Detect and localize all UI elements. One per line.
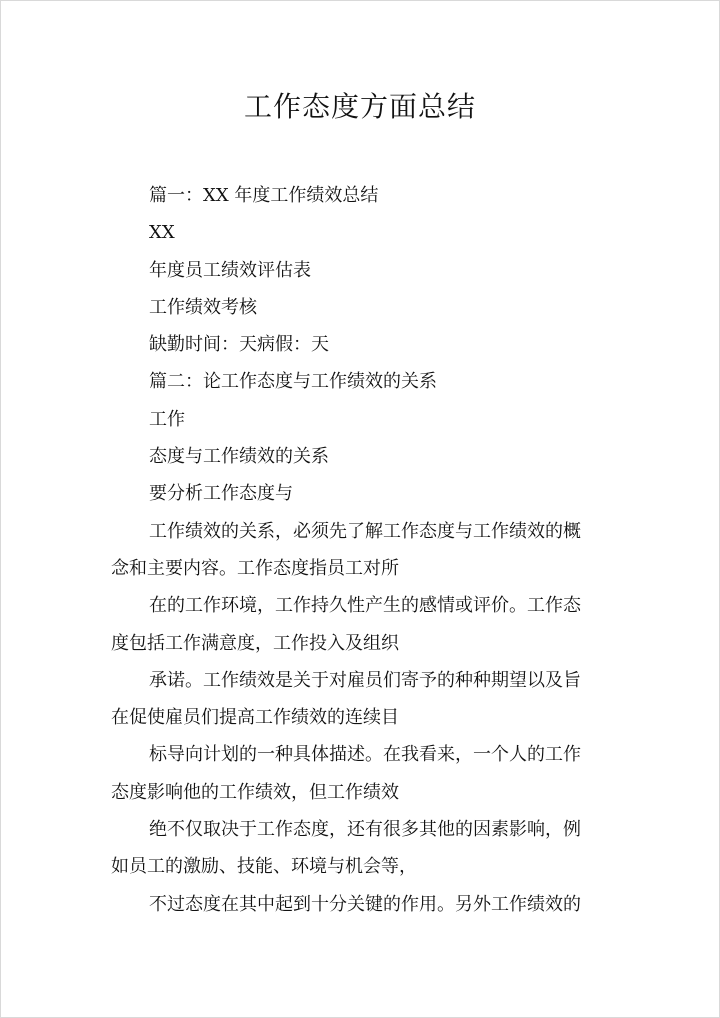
text-line: 承诺。工作绩效是关于对雇员们寄予的种种期望以及旨 [149, 669, 581, 691]
text-line: 工作绩效考核 [149, 296, 257, 318]
text-line: 如员工的激励、技能、环境与机会等， [111, 856, 417, 878]
text-line: 态度与工作绩效的关系 [149, 446, 329, 468]
text-line: 标导向计划的一种具体描述。在我看来，一个人的工作 [149, 744, 581, 766]
text-line: 缺勤时间：天病假：天 [149, 334, 329, 356]
text-line: 态度影响他的工作绩效，但工作绩效 [111, 781, 399, 803]
text-line: 绝不仅取决于工作态度，还有很多其他的因素影响，例 [149, 819, 581, 841]
text-line: 工作 [149, 408, 185, 430]
text-line: 篇二：论工作态度与工作绩效的关系 [149, 371, 437, 393]
text-line: 年度员工绩效评估表 [149, 259, 311, 281]
text-line: 度包括工作满意度，工作投入及组织 [111, 632, 399, 654]
document-title: 工作态度方面总结 [243, 90, 476, 123]
text-line: 在促使雇员们提高工作绩效的连续目 [111, 707, 399, 729]
text-line: XX [149, 222, 175, 244]
text-line: 要分析工作态度与 [149, 483, 293, 505]
text-line: 在的工作环境，工作持久性产生的感情或评价。工作态 [149, 595, 581, 617]
text-line: 念和主要内容。工作态度指员工对所 [111, 557, 399, 579]
text-line: 篇一：XX 年度工作绩效总结 [149, 185, 379, 206]
text-line: 工作绩效的关系，必须先了解工作态度与工作绩效的概 [149, 520, 581, 542]
document-body [111, 177, 609, 923]
text-line: 不过态度在其中起到十分关键的作用。另外工作绩效的 [149, 893, 581, 915]
